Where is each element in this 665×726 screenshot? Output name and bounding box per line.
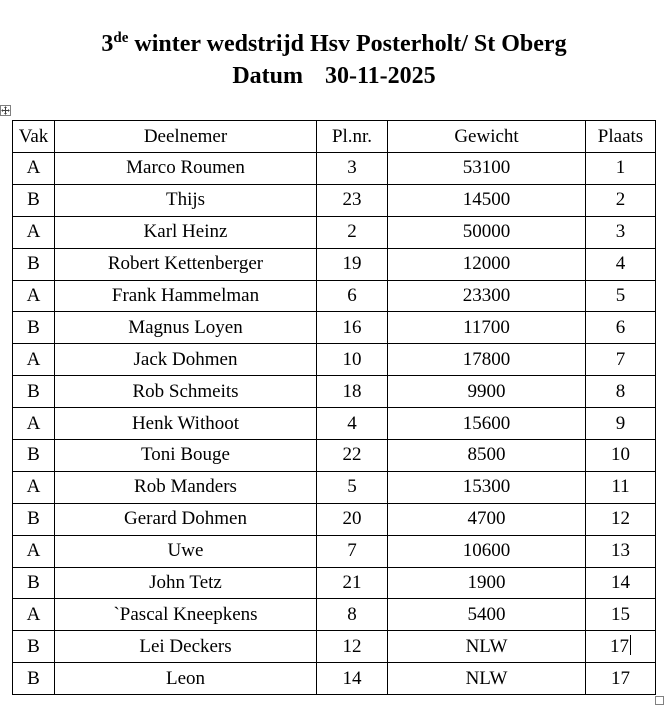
cell-gewicht: NLW [388, 631, 586, 663]
table-move-icon[interactable] [0, 105, 11, 116]
cell-deelnemer: Karl Heinz [55, 216, 317, 248]
header-gewicht: Gewicht [388, 121, 586, 153]
table-row [13, 248, 656, 280]
cell-deelnemer: Leon [55, 663, 317, 695]
cell-plaats: 10 [586, 440, 656, 472]
table-row [13, 599, 656, 631]
cell-plnr: 19 [317, 248, 388, 280]
table-header-row [13, 121, 656, 153]
header-deelnemer: Deelnemer [55, 121, 317, 153]
table-row [13, 663, 656, 695]
cell-gewicht: 14500 [388, 184, 586, 216]
cell-plnr: 3 [317, 153, 388, 185]
cell-deelnemer: Magnus Loyen [55, 312, 317, 344]
cell-plaats: 14 [586, 567, 656, 599]
cell-vak: B [13, 631, 55, 663]
cell-deelnemer: Frank Hammelman [55, 280, 317, 312]
cell-deelnemer: Uwe [55, 535, 317, 567]
cell-plnr: 21 [317, 567, 388, 599]
date-label: Datum [232, 63, 303, 89]
cell-plnr: 7 [317, 535, 388, 567]
cell-vak: B [13, 376, 55, 408]
title-ordinal-number: 3 [101, 31, 114, 57]
table-move-glyph [1, 106, 10, 115]
cell-plaats: 17 [610, 636, 629, 658]
cell-plnr: 4 [317, 408, 388, 440]
cell-vak: A [13, 216, 55, 248]
cell-plaats-with-cursor[interactable] [586, 631, 656, 663]
cell-plaats: 15 [586, 599, 656, 631]
results-table [12, 120, 656, 695]
header-plaats: Plaats [586, 121, 656, 153]
cell-gewicht: 15600 [388, 408, 586, 440]
cell-deelnemer: Thijs [55, 184, 317, 216]
cell-gewicht: 23300 [388, 280, 586, 312]
page-title [0, 30, 665, 58]
cell-plaats: 4 [586, 248, 656, 280]
cell-deelnemer: `Pascal Kneepkens [55, 599, 317, 631]
cell-plaats: 11 [586, 471, 656, 503]
cell-gewicht: 1900 [388, 567, 586, 599]
cell-plaats: 3 [586, 216, 656, 248]
table-row [13, 153, 656, 185]
cell-gewicht: 15300 [388, 471, 586, 503]
cell-deelnemer: Toni Bouge [55, 440, 317, 472]
header-vak: Vak [13, 121, 55, 153]
cell-deelnemer: Lei Deckers [55, 631, 317, 663]
cell-plaats: 7 [586, 344, 656, 376]
cell-vak: A [13, 535, 55, 567]
cell-gewicht: 5400 [388, 599, 586, 631]
cell-plaats: 9 [586, 408, 656, 440]
table-resize-icon[interactable] [655, 696, 664, 705]
table-row [13, 535, 656, 567]
table-row [13, 440, 656, 472]
cell-plnr: 2 [317, 216, 388, 248]
cell-plnr: 23 [317, 184, 388, 216]
table-row [13, 471, 656, 503]
page-date-line [0, 62, 665, 90]
cell-gewicht: 50000 [388, 216, 586, 248]
header-plnr: Pl.nr. [317, 121, 388, 153]
cell-vak: B [13, 663, 55, 695]
cell-vak: B [13, 567, 55, 599]
cell-plnr: 18 [317, 376, 388, 408]
table-row [13, 503, 656, 535]
cell-deelnemer: Rob Manders [55, 471, 317, 503]
cell-deelnemer: Marco Roumen [55, 153, 317, 185]
cell-deelnemer: Gerard Dohmen [55, 503, 317, 535]
cell-deelnemer: Jack Dohmen [55, 344, 317, 376]
cell-deelnemer: Henk Withoot [55, 408, 317, 440]
table-row [13, 631, 656, 663]
table-row [13, 216, 656, 248]
table-row [13, 567, 656, 599]
cell-plaats: 12 [586, 503, 656, 535]
table-row [13, 312, 656, 344]
cell-vak: A [13, 471, 55, 503]
cell-plnr: 12 [317, 631, 388, 663]
cell-gewicht: 11700 [388, 312, 586, 344]
cell-deelnemer: Robert Kettenberger [55, 248, 317, 280]
cell-gewicht: 4700 [388, 503, 586, 535]
title-ordinal-suffix: de [113, 30, 129, 46]
cell-plaats: 17 [586, 663, 656, 695]
table-row [13, 184, 656, 216]
cell-gewicht: NLW [388, 663, 586, 695]
cell-gewicht: 9900 [388, 376, 586, 408]
cell-gewicht: 10600 [388, 535, 586, 567]
cell-vak: A [13, 408, 55, 440]
text-cursor [630, 635, 631, 655]
cell-plaats: 5 [586, 280, 656, 312]
cell-vak: A [13, 599, 55, 631]
cell-plnr: 10 [317, 344, 388, 376]
cell-vak: B [13, 503, 55, 535]
cell-plnr: 5 [317, 471, 388, 503]
cell-plaats: 1 [586, 153, 656, 185]
cell-plnr: 22 [317, 440, 388, 472]
cell-vak: B [13, 440, 55, 472]
cell-vak: A [13, 153, 55, 185]
cell-plnr: 20 [317, 503, 388, 535]
cell-plnr: 6 [317, 280, 388, 312]
cell-deelnemer: Rob Schmeits [55, 376, 317, 408]
title-text: winter wedstrijd Hsv Posterholt/ St Oberg [128, 31, 567, 57]
table-row [13, 280, 656, 312]
cell-plaats: 8 [586, 376, 656, 408]
cell-gewicht: 8500 [388, 440, 586, 472]
cell-vak: A [13, 344, 55, 376]
table-row [13, 344, 656, 376]
cell-vak: B [13, 312, 55, 344]
cell-gewicht: 53100 [388, 153, 586, 185]
table-row [13, 408, 656, 440]
cell-plnr: 16 [317, 312, 388, 344]
cell-vak: A [13, 280, 55, 312]
date-value: 30-11-2025 [325, 63, 436, 89]
table-row [13, 376, 656, 408]
cell-plnr: 14 [317, 663, 388, 695]
cell-vak: B [13, 184, 55, 216]
cell-gewicht: 17800 [388, 344, 586, 376]
cell-deelnemer: John Tetz [55, 567, 317, 599]
cell-plnr: 8 [317, 599, 388, 631]
cell-plaats: 13 [586, 535, 656, 567]
cell-gewicht: 12000 [388, 248, 586, 280]
cell-vak: B [13, 248, 55, 280]
cell-plaats: 6 [586, 312, 656, 344]
cell-plaats: 2 [586, 184, 656, 216]
